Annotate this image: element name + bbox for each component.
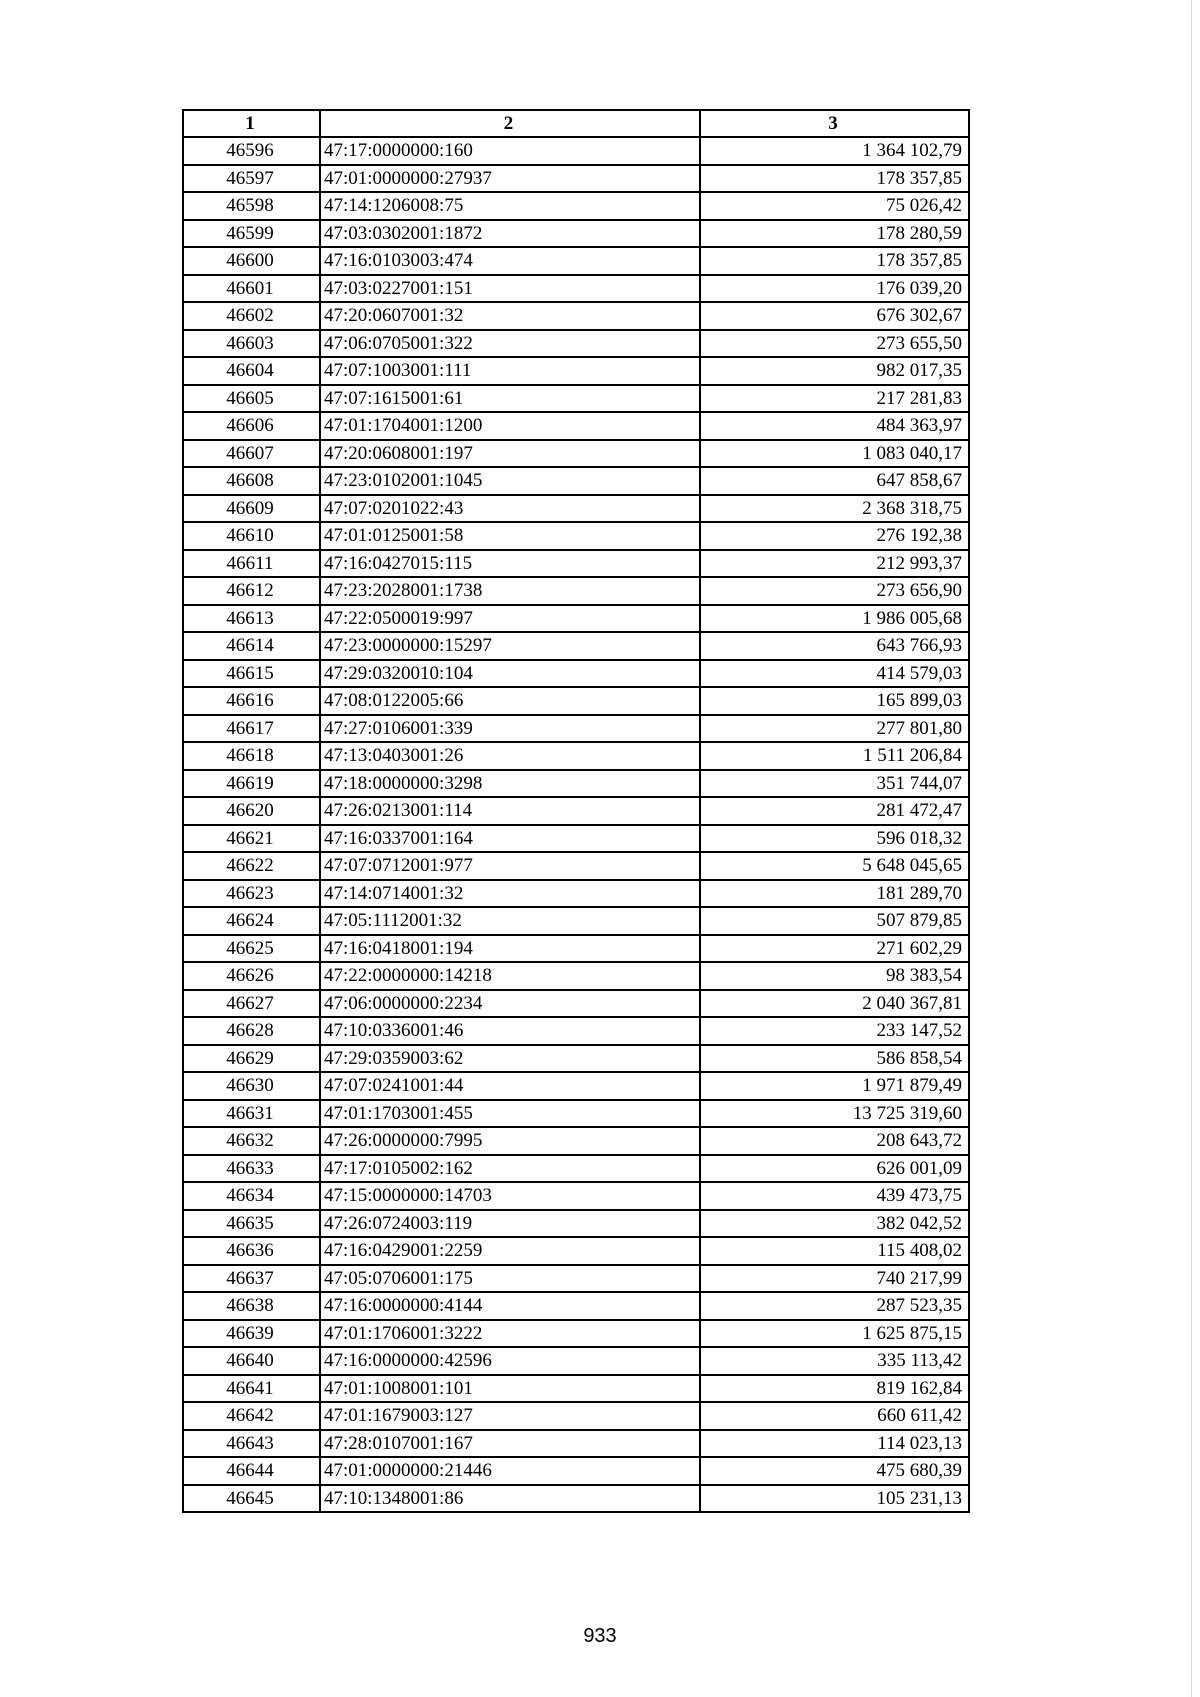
cadastral-value-cell: 982 017,35 xyxy=(700,357,969,385)
cadastral-number-cell: 47:16:0337001:164 xyxy=(320,825,700,853)
cadastral-value-cell: 5 648 045,65 xyxy=(700,852,969,880)
row-number-cell: 46615 xyxy=(183,660,320,688)
table-row xyxy=(183,770,969,798)
table-row xyxy=(183,1237,969,1265)
table-row xyxy=(183,1182,969,1210)
table-row xyxy=(183,1045,969,1073)
row-number-cell: 46601 xyxy=(183,275,320,303)
table-row xyxy=(183,495,969,523)
cadastral-value-cell: 2 368 318,75 xyxy=(700,495,969,523)
cadastral-value-cell: 217 281,83 xyxy=(700,385,969,413)
row-number-cell: 46616 xyxy=(183,687,320,715)
table-row xyxy=(183,165,969,193)
table-row xyxy=(183,907,969,935)
row-number-cell: 46606 xyxy=(183,412,320,440)
cadastral-value-cell: 75 026,42 xyxy=(700,192,969,220)
cadastral-number-cell: 47:29:0359003:62 xyxy=(320,1045,700,1073)
cadastral-value-cell: 208 643,72 xyxy=(700,1127,969,1155)
cadastral-value-cell: 507 879,85 xyxy=(700,907,969,935)
row-number-cell: 46600 xyxy=(183,247,320,275)
table-row xyxy=(183,1430,969,1458)
row-number-cell: 46627 xyxy=(183,990,320,1018)
row-number-cell: 46624 xyxy=(183,907,320,935)
cadastral-value-cell: 178 357,85 xyxy=(700,247,969,275)
row-number-cell: 46639 xyxy=(183,1320,320,1348)
row-number-cell: 46599 xyxy=(183,220,320,248)
row-number-cell: 46625 xyxy=(183,935,320,963)
cadastral-value-cell: 351 744,07 xyxy=(700,770,969,798)
cadastral-number-cell: 47:01:1704001:1200 xyxy=(320,412,700,440)
page-number: 933 xyxy=(583,1625,617,1647)
table-row xyxy=(183,880,969,908)
cadastral-number-cell: 47:10:1348001:86 xyxy=(320,1485,700,1513)
table-row xyxy=(183,935,969,963)
cadastral-value-cell: 115 408,02 xyxy=(700,1237,969,1265)
cadastral-value-cell: 181 289,70 xyxy=(700,880,969,908)
row-number-cell: 46630 xyxy=(183,1072,320,1100)
row-number-cell: 46608 xyxy=(183,467,320,495)
cadastral-number-cell: 47:26:0724003:119 xyxy=(320,1210,700,1238)
cadastral-value-cell: 484 363,97 xyxy=(700,412,969,440)
cadastral-number-cell: 47:16:0000000:4144 xyxy=(320,1292,700,1320)
row-number-cell: 46603 xyxy=(183,330,320,358)
cadastral-value-cell: 414 579,03 xyxy=(700,660,969,688)
cadastral-number-cell: 47:16:0103003:474 xyxy=(320,247,700,275)
cadastral-number-cell: 47:07:1003001:111 xyxy=(320,357,700,385)
table-row xyxy=(183,825,969,853)
cadastral-value-cell: 271 602,29 xyxy=(700,935,969,963)
row-number-cell: 46629 xyxy=(183,1045,320,1073)
table-row xyxy=(183,632,969,660)
column-header-3: 3 xyxy=(700,110,969,137)
row-number-cell: 46626 xyxy=(183,962,320,990)
cadastral-number-cell: 47:14:0714001:32 xyxy=(320,880,700,908)
table-row xyxy=(183,1100,969,1128)
cadastral-value-cell: 382 042,52 xyxy=(700,1210,969,1238)
row-number-cell: 46619 xyxy=(183,770,320,798)
cadastral-number-cell: 47:15:0000000:14703 xyxy=(320,1182,700,1210)
table-row xyxy=(183,467,969,495)
table-row xyxy=(183,1072,969,1100)
table-row xyxy=(183,577,969,605)
row-number-cell: 46643 xyxy=(183,1430,320,1458)
table-row xyxy=(183,660,969,688)
row-number-cell: 46642 xyxy=(183,1402,320,1430)
cadastral-number-cell: 47:23:2028001:1738 xyxy=(320,577,700,605)
row-number-cell: 46605 xyxy=(183,385,320,413)
cadastral-value-cell: 676 302,67 xyxy=(700,302,969,330)
cadastral-number-cell: 47:28:0107001:167 xyxy=(320,1430,700,1458)
cadastral-number-cell: 47:17:0105002:162 xyxy=(320,1155,700,1183)
cadastral-number-cell: 47:20:0607001:32 xyxy=(320,302,700,330)
row-number-cell: 46621 xyxy=(183,825,320,853)
table-row xyxy=(183,990,969,1018)
cadastral-number-cell: 47:07:0241001:44 xyxy=(320,1072,700,1100)
cadastral-number-cell: 47:17:0000000:160 xyxy=(320,137,700,165)
table-row xyxy=(183,247,969,275)
cadastral-value-cell: 626 001,09 xyxy=(700,1155,969,1183)
cadastral-number-cell: 47:01:0000000:21446 xyxy=(320,1457,700,1485)
cadastral-value-cell: 1 511 206,84 xyxy=(700,742,969,770)
cadastral-value-cell: 1 083 040,17 xyxy=(700,440,969,468)
cadastral-value-cell: 2 040 367,81 xyxy=(700,990,969,1018)
cadastral-number-cell: 47:22:0500019:997 xyxy=(320,605,700,633)
cadastral-number-cell: 47:16:0429001:2259 xyxy=(320,1237,700,1265)
row-number-cell: 46638 xyxy=(183,1292,320,1320)
table-row xyxy=(183,440,969,468)
table-row xyxy=(183,1155,969,1183)
cadastral-value-cell: 13 725 319,60 xyxy=(700,1100,969,1128)
cadastral-number-cell: 47:16:0000000:42596 xyxy=(320,1347,700,1375)
row-number-cell: 46635 xyxy=(183,1210,320,1238)
row-number-cell: 46598 xyxy=(183,192,320,220)
table-row xyxy=(183,1017,969,1045)
table-header xyxy=(183,110,969,137)
cadastral-value-cell: 165 899,03 xyxy=(700,687,969,715)
row-number-cell: 46614 xyxy=(183,632,320,660)
cadastral-number-cell: 47:14:1206008:75 xyxy=(320,192,700,220)
row-number-cell: 46602 xyxy=(183,302,320,330)
cadastral-number-cell: 47:05:1112001:32 xyxy=(320,907,700,935)
cadastral-value-cell: 586 858,54 xyxy=(700,1045,969,1073)
row-number-cell: 46620 xyxy=(183,797,320,825)
cadastral-value-cell: 1 986 005,68 xyxy=(700,605,969,633)
cadastral-number-cell: 47:23:0102001:1045 xyxy=(320,467,700,495)
row-number-cell: 46636 xyxy=(183,1237,320,1265)
row-number-cell: 46597 xyxy=(183,165,320,193)
table-row xyxy=(183,687,969,715)
table-row xyxy=(183,715,969,743)
header-row xyxy=(183,110,969,137)
page-edge-divider xyxy=(1191,0,1192,1697)
table-row xyxy=(183,1292,969,1320)
table-row xyxy=(183,357,969,385)
cadastral-number-cell: 47:22:0000000:14218 xyxy=(320,962,700,990)
cadastral-value-cell: 643 766,93 xyxy=(700,632,969,660)
row-number-cell: 46604 xyxy=(183,357,320,385)
cadastral-value-cell: 178 280,59 xyxy=(700,220,969,248)
cadastral-number-cell: 47:01:0125001:58 xyxy=(320,522,700,550)
row-number-cell: 46612 xyxy=(183,577,320,605)
cadastral-number-cell: 47:06:0705001:322 xyxy=(320,330,700,358)
table-row xyxy=(183,302,969,330)
table-row xyxy=(183,1457,969,1485)
cadastral-value-cell: 660 611,42 xyxy=(700,1402,969,1430)
cadastral-number-cell: 47:07:0712001:977 xyxy=(320,852,700,880)
row-number-cell: 46607 xyxy=(183,440,320,468)
cadastral-value-cell: 233 147,52 xyxy=(700,1017,969,1045)
row-number-cell: 46623 xyxy=(183,880,320,908)
cadastral-value-cell: 819 162,84 xyxy=(700,1375,969,1403)
table-row xyxy=(183,1127,969,1155)
cadastral-value-cell: 105 231,13 xyxy=(700,1485,969,1513)
cadastral-number-cell: 47:20:0608001:197 xyxy=(320,440,700,468)
cadastral-value-cell: 1 971 879,49 xyxy=(700,1072,969,1100)
cadastral-number-cell: 47:16:0427015:115 xyxy=(320,550,700,578)
cadastral-value-cell: 212 993,37 xyxy=(700,550,969,578)
table-row xyxy=(183,550,969,578)
cadastral-number-cell: 47:07:0201022:43 xyxy=(320,495,700,523)
cadastral-number-cell: 47:01:1679003:127 xyxy=(320,1402,700,1430)
table-row xyxy=(183,412,969,440)
table-row xyxy=(183,852,969,880)
table-body xyxy=(183,137,969,1512)
cadastral-value-cell: 273 655,50 xyxy=(700,330,969,358)
cadastral-number-cell: 47:08:0122005:66 xyxy=(320,687,700,715)
table-row xyxy=(183,1265,969,1293)
table-row xyxy=(183,1210,969,1238)
row-number-cell: 46634 xyxy=(183,1182,320,1210)
row-number-cell: 46596 xyxy=(183,137,320,165)
row-number-cell: 46617 xyxy=(183,715,320,743)
cadastral-number-cell: 47:23:0000000:15297 xyxy=(320,632,700,660)
cadastral-value-table xyxy=(182,109,970,1513)
column-header-2: 2 xyxy=(320,110,700,137)
column-header-1: 1 xyxy=(183,110,320,137)
cadastral-value-cell: 596 018,32 xyxy=(700,825,969,853)
table-row xyxy=(183,275,969,303)
cadastral-value-cell: 647 858,67 xyxy=(700,467,969,495)
table-row xyxy=(183,1485,969,1513)
table-row xyxy=(183,1402,969,1430)
cadastral-number-cell: 47:07:1615001:61 xyxy=(320,385,700,413)
table-row xyxy=(183,1375,969,1403)
cadastral-number-cell: 47:10:0336001:46 xyxy=(320,1017,700,1045)
cadastral-number-cell: 47:01:1706001:3222 xyxy=(320,1320,700,1348)
cadastral-number-cell: 47:01:1703001:455 xyxy=(320,1100,700,1128)
cadastral-value-cell: 276 192,38 xyxy=(700,522,969,550)
cadastral-number-cell: 47:03:0227001:151 xyxy=(320,275,700,303)
cadastral-value-cell: 1 364 102,79 xyxy=(700,137,969,165)
cadastral-value-cell: 740 217,99 xyxy=(700,1265,969,1293)
row-number-cell: 46610 xyxy=(183,522,320,550)
cadastral-value-cell: 287 523,35 xyxy=(700,1292,969,1320)
row-number-cell: 46645 xyxy=(183,1485,320,1513)
row-number-cell: 46640 xyxy=(183,1347,320,1375)
table-row xyxy=(183,1320,969,1348)
cadastral-value-cell: 1 625 875,15 xyxy=(700,1320,969,1348)
cadastral-value-cell: 114 023,13 xyxy=(700,1430,969,1458)
cadastral-value-cell: 277 801,80 xyxy=(700,715,969,743)
cadastral-number-cell: 47:01:1008001:101 xyxy=(320,1375,700,1403)
cadastral-number-cell: 47:26:0000000:7995 xyxy=(320,1127,700,1155)
cadastral-number-cell: 47:05:0706001:175 xyxy=(320,1265,700,1293)
table-row xyxy=(183,220,969,248)
row-number-cell: 46609 xyxy=(183,495,320,523)
cadastral-number-cell: 47:27:0106001:339 xyxy=(320,715,700,743)
table-row xyxy=(183,137,969,165)
cadastral-value-cell: 281 472,47 xyxy=(700,797,969,825)
row-number-cell: 46628 xyxy=(183,1017,320,1045)
cadastral-number-cell: 47:01:0000000:27937 xyxy=(320,165,700,193)
cadastral-value-cell: 335 113,42 xyxy=(700,1347,969,1375)
row-number-cell: 46622 xyxy=(183,852,320,880)
table-row xyxy=(183,605,969,633)
row-number-cell: 46631 xyxy=(183,1100,320,1128)
cadastral-number-cell: 47:06:0000000:2234 xyxy=(320,990,700,1018)
cadastral-number-cell: 47:03:0302001:1872 xyxy=(320,220,700,248)
table-row xyxy=(183,797,969,825)
cadastral-number-cell: 47:13:0403001:26 xyxy=(320,742,700,770)
table-row xyxy=(183,385,969,413)
table-row xyxy=(183,962,969,990)
table-row xyxy=(183,1347,969,1375)
row-number-cell: 46644 xyxy=(183,1457,320,1485)
cadastral-value-cell: 176 039,20 xyxy=(700,275,969,303)
cadastral-number-cell: 47:18:0000000:3298 xyxy=(320,770,700,798)
cadastral-value-cell: 178 357,85 xyxy=(700,165,969,193)
row-number-cell: 46633 xyxy=(183,1155,320,1183)
row-number-cell: 46613 xyxy=(183,605,320,633)
table-row xyxy=(183,192,969,220)
cadastral-number-cell: 47:26:0213001:114 xyxy=(320,797,700,825)
cadastral-number-cell: 47:29:0320010:104 xyxy=(320,660,700,688)
table-row xyxy=(183,742,969,770)
cadastral-value-cell: 98 383,54 xyxy=(700,962,969,990)
table-row xyxy=(183,522,969,550)
row-number-cell: 46632 xyxy=(183,1127,320,1155)
row-number-cell: 46618 xyxy=(183,742,320,770)
table-row xyxy=(183,330,969,358)
cadastral-value-cell: 439 473,75 xyxy=(700,1182,969,1210)
row-number-cell: 46641 xyxy=(183,1375,320,1403)
cadastral-value-cell: 273 656,90 xyxy=(700,577,969,605)
cadastral-number-cell: 47:16:0418001:194 xyxy=(320,935,700,963)
cadastral-value-cell: 475 680,39 xyxy=(700,1457,969,1485)
row-number-cell: 46611 xyxy=(183,550,320,578)
row-number-cell: 46637 xyxy=(183,1265,320,1293)
